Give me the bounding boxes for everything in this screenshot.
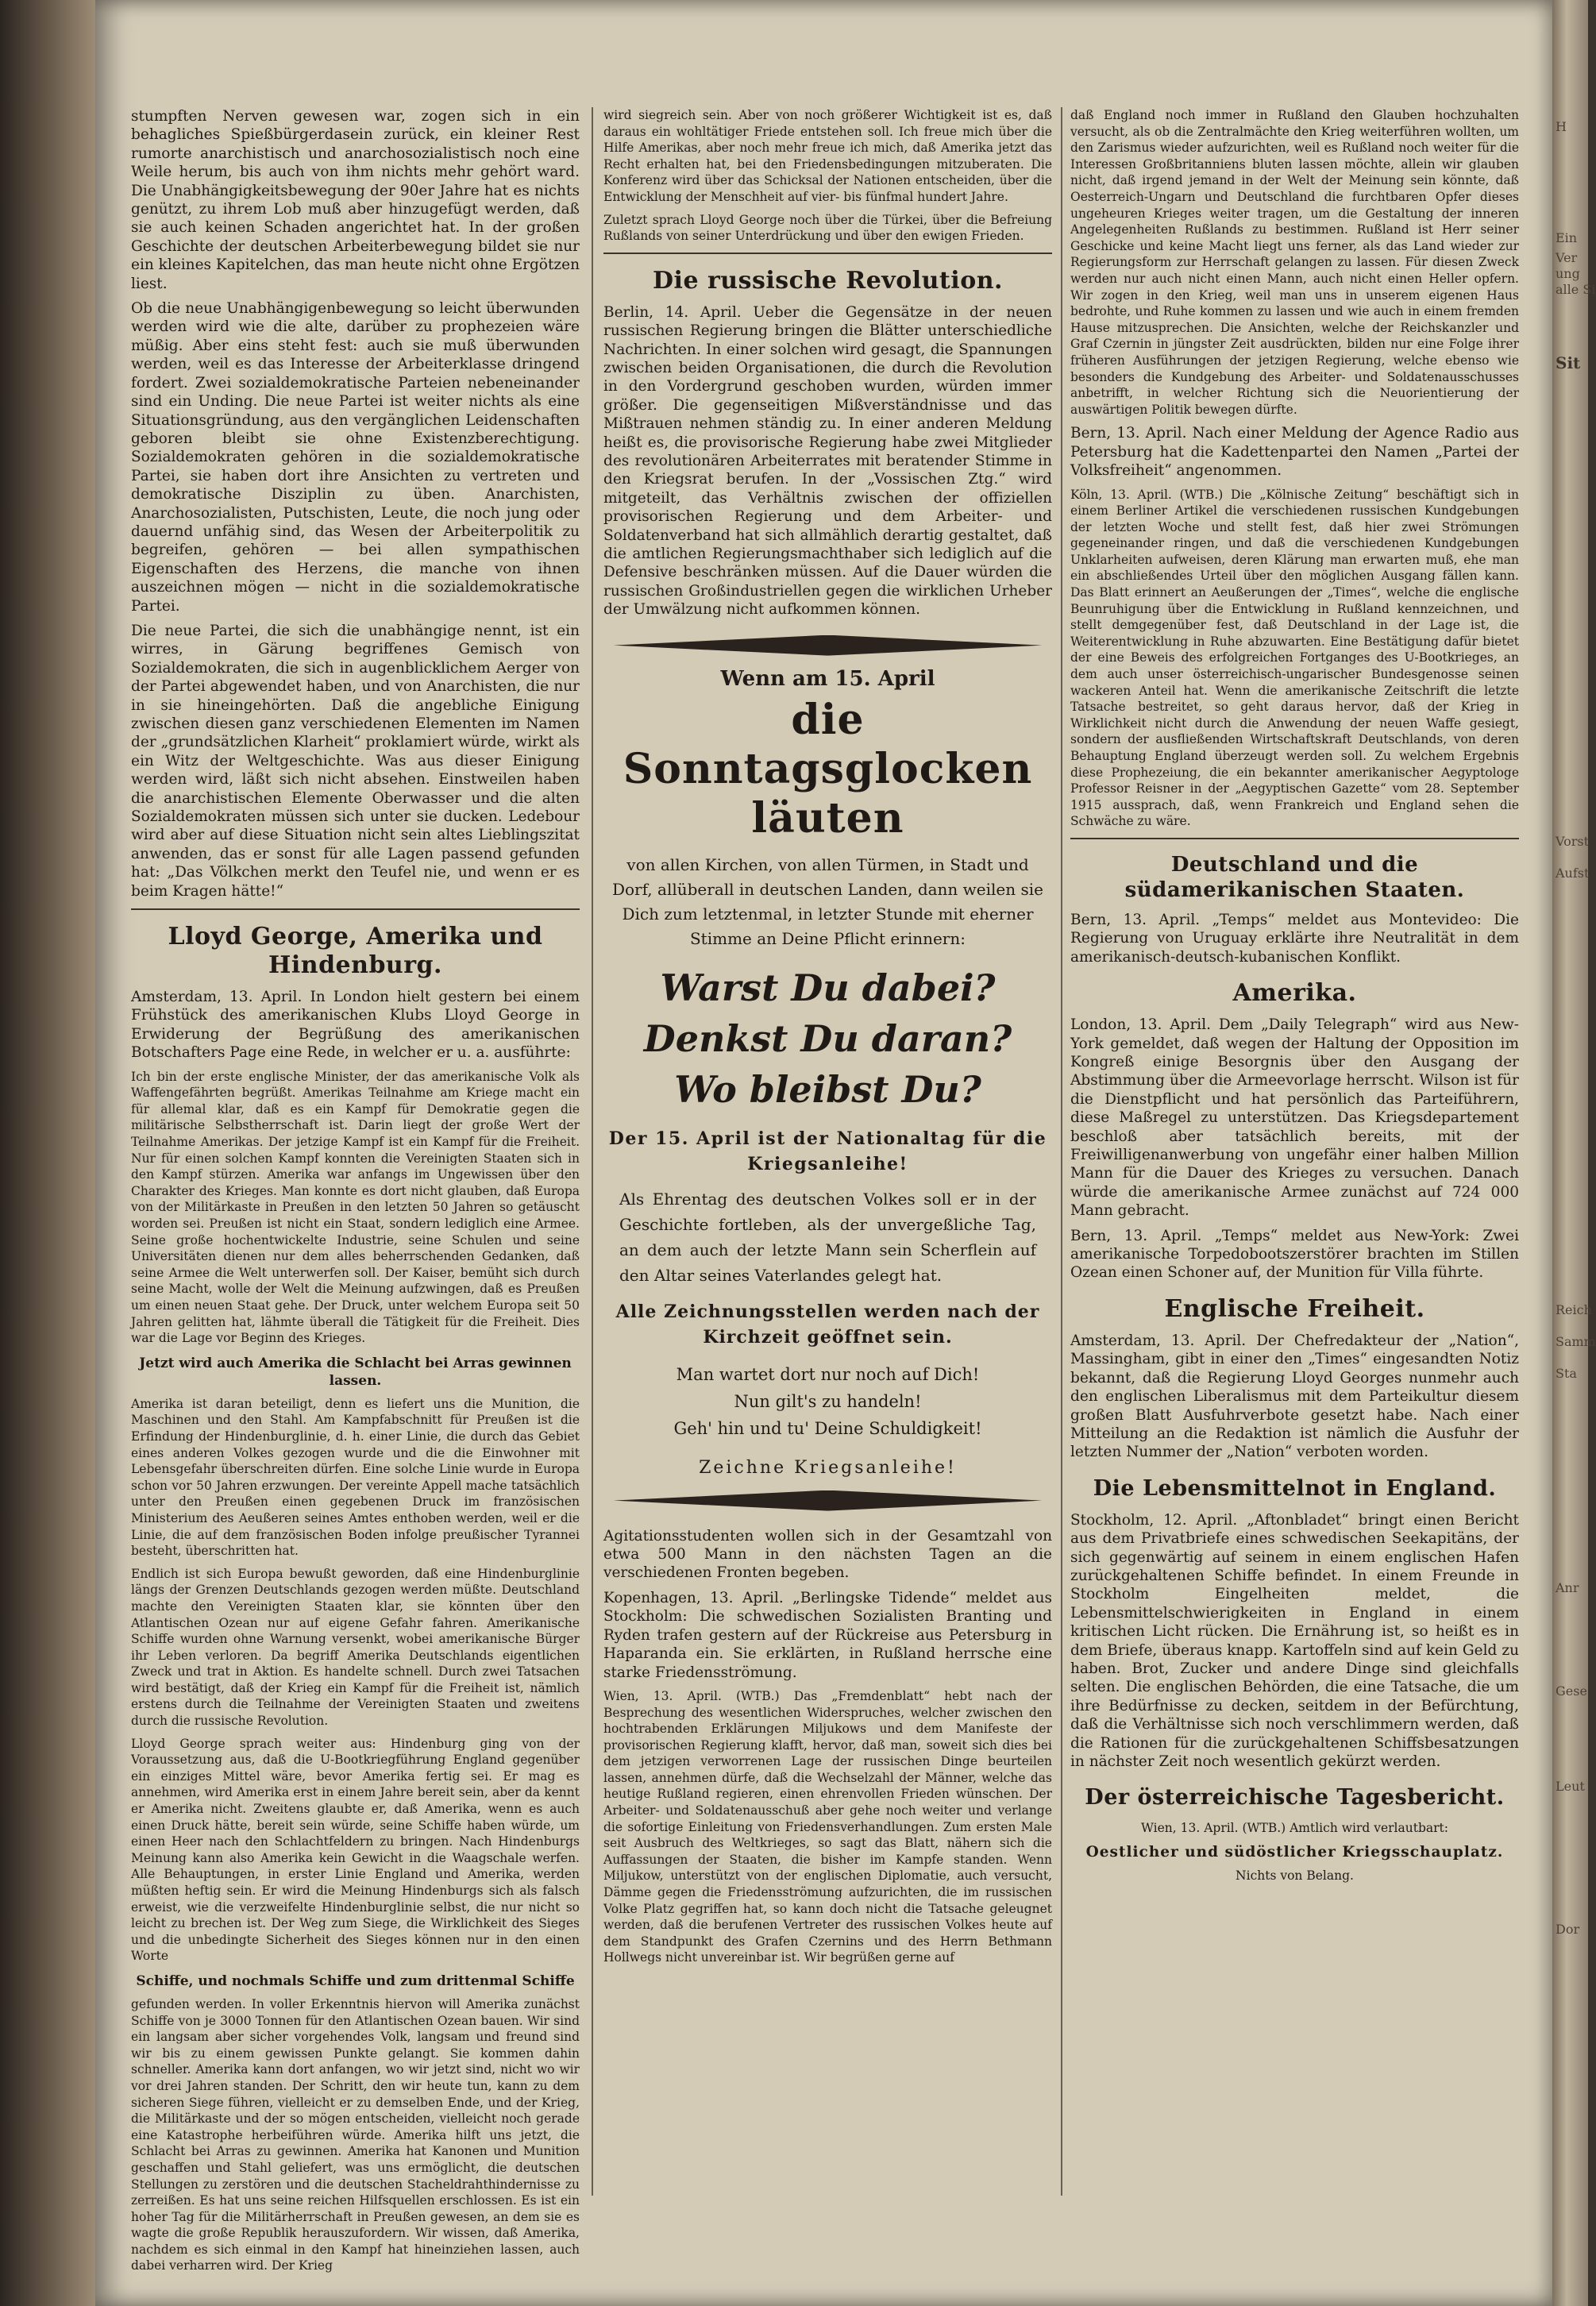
strip-text: Sta [1556,1366,1577,1381]
paragraph: Nichts von Belang. [1236,1868,1354,1884]
strip-text: H [1556,119,1567,134]
paragraph: Agitationsstudenten wollen sich in der Gesamtzahl von etwa 500 Mann in den nächsten Tagen an die verschiedenen Fronten begeben. [603,1527,1052,1582]
paragraph: Ich bin der erste englische Minister, der das amerikanische Volk als Waffengefährten begrüßt. Amerikas Teilnahme am Kriege macht ein für allemal klar, daß es ein Kampf für Demokratie gegen die militärische Selbstherrschaft ist. Darin liegt der große Wert der Teilnahme Amerikas. Der jetzige Kampf ist ein Kampf für die Freiheit. Nur für einen solchen Kampf konnten die Vereinigten Staaten sich in den Kampf stürzen. Amerika war anfangs im Ungewissen über den Charakter des Krieges. Man konnte es dort nicht glauben, daß Europa von der Militärkaste in Preußen in den letzten 50 Jahren so getäuscht worden sei. Preußen ist nicht ein Staat, sondern lediglich eine Armee. Seine große hochentwickelte Industrie, seine Schulen und seine Universitäten dienen nur dem alles beherrschenden Gedanken, daß seine Armee die Welt unterwerfen soll. Der Kaiser, bemüht sich durch seine Macht, wolle der Welt die Meinung aufzwingen, daß es Preußen um einen neuen Staat gehe. Der Druck, unter welchem Europa seit 50 Jahren gelitten hat, lähmte überall die Tätigkeit für die Freiheit. Dies war die Lage vor Beginn des Krieges. [131,1069,580,1346]
page-edge [1552,0,1588,2306]
column-2 [603,107,1052,2204]
ad-call-line: Man wartet dort nur noch auf Dich! [676,1364,980,1384]
ad-national-day: Der 15. April ist der Nationaltag für die Kriegsanleihe! [608,1128,1047,1174]
ad-question: Warst Du dabei? [660,966,996,1009]
paragraph: Bern, 13. April. „Temps“ meldet aus Montevideo: Die Regierung von Uruguay erklärte ihre Neutralität in dem amerikanisch-deutsch-kubanischen Konflikt. [1070,911,1519,966]
headline-amerika: Amerika. [1232,979,1357,1008]
paragraph: Amsterdam, 13. April. In London hielt gestern bei einem Frühstück des amerikanischen Klubs Lloyd George in Erwiderung der Begrüßung des amerikanischen Botschafters Page eine Rede, in welcher er u. a. ausführte: [131,989,580,1062]
strip-text: Ein [1556,230,1578,245]
ornament [614,1490,1043,1511]
divider [1070,838,1519,839]
paragraph: Berlin, 14. April. Ueber die Gegensätze in der neuen russischen Regierung bringen die Blätter unterschiedliche Nachrichten. In einer solchen wird gesagt, die Spannungen zwischen beiden Organisationen, die durch die Revolution in den Vordergrund geschoben wurden, würden immer größer. Die gegenseitigen Mißverständnisse und das Mißtrauen nehmen ständig zu. In einer anderen Meldung heißt es, die provisorische Regierung habe zwei Mitglieder des revolutionären Arbeiterrates mit beratender Stimme in den Kriegsrat berufen. In der „Vossischen Ztg.“ wird mitgeteilt, das Verhältnis zwischen der offiziellen provisorischen Regierung und dem Arbeiter- und Soldatenverband hat sich allmählich derartig gestaltet, daß die amtlichen Regierungsmachthaber sich lediglich auf die Defensive beschränken müssen. Auf die Dauer würden die russischen Großindustriellen gegen die wirklichen Urheber der Umwälzung nicht aufkommen können. [603,303,1052,619]
strip-text: Leut [1556,1779,1585,1794]
divider [131,908,580,910]
ad-head: Wenn am 15. April [720,666,935,691]
strip-text: Gese [1556,1683,1587,1699]
ad-body: von allen Kirchen, von allen Türmen, in Stadt und Dorf, allüberall in deutschen Landen, dann weilen sie Dich zum letztenmal, in letzter Stunde mit eherner Stimme an Deine Pflicht erinnern: [611,854,1043,948]
paragraph: Bern, 13. April. „Temps“ meldet aus New-York: Zwei amerikanische Torpedobootszerstörer brachten im Stillen Ozean einen Schoner auf, der Munition für Villa führte. [1070,1227,1519,1282]
paragraph: daß England noch immer in Rußland den Glauben hochzuhalten versucht, als ob die Zentralmächte den Krieg weiterführen wollten, um den Zarismus wieder aufzurichten, weil es Rußland noch weiter für die Interessen Großbritanniens bluten lassen möchte, allein wir glauben nicht, daß irgend jemand in der Welt der Meinung sein könnte, daß Oesterreich-Ungarn und Deutschland die furchtbaren Opfer dieses ungeheuren Krieges weiter tragen, um die Gestaltung der inneren Angelegenheiten Rußlands zu bestimmen. Rußland ist Herr seiner Geschicke und keine Macht liegt uns ferner, als das Land wieder zur Regierungsform zur Herrschaft gelangen zu lassen. Für diesen Zweck werden nur auch nicht einen Mann, auch nicht einen Heller opfern. Wir zogen in den Krieg, weil man uns in unserem eigenen Haus bedrohte, und Ruhe kommen zu lassen und wie auch in einem fremden Hause mitzusprechen. Die Ansichten, welche der Reichskanzler und Graf Czernin in jüngster Zeit ausdrückten, bilden nur eine Folge ihrer früheren Ausführungen der jetzigen Regierung, welche ebenso wie besonders die Kundgebung des Arbeiter- und Soldatenausschusses anbetrifft, in welcher Richtung sich die Neuorientierung der auswärtigen Politik bewegen dürfte. [1070,108,1519,417]
headline-food-shortage: Die Lebensmittelnot in England. [1093,1475,1497,1501]
paragraph: Die neue Partei, die sich die unabhängige nennt, ist ein wirres, in Gärung begriffenes Gemisch von Sozialdemokraten, die sich in augenblicklichem Aerger von der Partei abgewendet haben, und von Anarchisten, die nur in sie hineingehörten. Daß die angebliche Einigung zwischen diesen ganz verschiedenen Elementen im Namen der „grundsätzlichen Klarheit“ proklamiert würde, wirkt als ein Witz der Weltgeschichte. Was aus dieser Einigung werden wird, läßt sich nicht absehen. Einstweilen haben die anarchistischen Elemente Oberwasser und die alten Sozialdemokraten müssen sich unter sie ducken. Ledebour wird aber auf diese Situation nicht sein altes Lieblingszitat anwenden, das er sonst für alle Lagen passend gefunden hat: „Das Völkchen merkt den Teufel nie, und wenn er es beim Kragen hätte!“ [131,622,580,900]
ad-call-line: Nun gilt's zu handeln! [734,1391,922,1411]
headline-south-america: Deutschland und die südamerikanischen Staaten. [1124,852,1465,902]
paragraph: Amerika ist daran beteiligt, denn es liefert uns die Munition, die Maschinen und den Stahl. Am Kampfabschnitt für Preußen ist die Erfindung der Hindenburglinie, d. h. einer Linie, die durch das Gebiet eines anderen Volkes gezogen wurde und die die Einwohner mit Lebensgefahr überschreiten dürfen. Eine solche Linie wurde in Europa schon vor 50 Jahren erzwungen. Der vereinte Appell mache tatsächlich unter den Preußen einen gegebenen Druck im französischen Ministerium des Aeußeren seines Amtes enthoben werden, weil er die Linie, die auf dem französischen Boden infolge preußischer Tyrannei besteht, überschritten hat. [131,1396,580,1559]
paragraph: Stockholm, 12. April. „Aftonbladet“ bringt einen Bericht aus dem Privatbriefe eines schwedischen Seekapitäns, der sich gegenwärtig auf seinem in einem englischen Hafen zurückgehaltenen Schiffe befindet. In einem Freunde in Stockholm Eingelheiten meldet, die Lebensmittelschwierigkeiten in England in einem kritischen Licht rücken. Die Ernährung ist, so heißt es in dem Briefe, überaus knapp. Kartoffeln sind auf kein Geld zu haben. Brot, Zucker und andere Dinge sind gleichfalls selten. Die englischen Behörden, die eine Tatsache, die um ihre Bedürfnisse zu decken, seitdem in der Befürchtung, daß die Verhältnisse sich noch verschlimmern werden, daß die Rationen für die zurückgehaltenen Schiffsbesatzungen in nächster Zeit noch wesentlich gekürzt werden. [1070,1511,1519,1770]
subheadline: Schiffe, und nochmals Schiffe und zum drittenmal Schiffe [136,1972,575,1989]
paragraph: London, 13. April. Dem „Daily Telegraph“ wird aus New-York gemeldet, daß wegen der Haltung der Opposition im Kongreß einige Besorgnis über den Ausgang der Abstimmung über die Armeevorlage herrscht. Wilson ist für die Dienstpflicht und hat persönlich das Parteiführern, diese Maßregel zu unterstützen. Das Kriegsdepartement beschloß aber tatsächlich bereits, mit der Freiwilligenanwerbung von ungefähr einer halben Million Mann für die Dauer des Krieges zu versuchen. Danach würde die amerikanische Armee zunächst auf 724 000 Mann gebracht. [1070,1016,1519,1220]
paragraph: Kopenhagen, 13. April. „Berlingske Tidende“ meldet aus Stockholm: Die schwedischen Sozialisten Branting und Ryden trafen gestern auf der Rückreise aus Petersburg in Haparanda ein. Sie erklärten, in Rußland herrsche eine starke Friedensströmung. [603,1589,1052,1681]
paragraph: Oestlicher und südöstlicher Kriegsschauplatz. [1085,1844,1504,1861]
subheadline: Jetzt wird auch Amerika die Schlacht bei Arras gewinnen lassen. [139,1355,572,1389]
headline-lloyd-george: Lloyd George, Amerika und Hindenburg. [168,923,543,980]
paragraph: Ob die neue Unabhängigenbewegung so leicht überwunden werden wird wie die alte, darüber zu prophezeien wäre müßig. Aber eins steht fest: auch sie muß überwunden werden, weil es das Interesse der Arbeiterklasse dringend fordert. Zwei sozialdemokratische Parteien nebeneinander sind ein Unding. Die neue Partei ist weiter nichts als eine Situationsgründung, aus den vergänglichen Leidenschaften geboren bleibt sie ohne Existenzberechtigung. Sozialdemokraten gehören in die sozialdemokratische Partei, sie haben dort ihre Ansichten zu vertreten und demokratische Disziplin zu üben. Anarchisten, Anarchosozialisten, Putschisten, Leute, die noch jung oder dauernd unfähig sind, das Wesen der Arbeiterpolitik zu begreifen, gehören — bei allen sympathischen Eigenschaften des Herzens, die manche von ihnen auszeichnen mögen — nicht in die sozialdemokratische Partei. [131,300,580,615]
strip-text: Dor [1556,1922,1580,1937]
ad-title-line: die Sonntagsglocken [623,695,1033,793]
paragraph: Wien, 13. April. (WTB.) Das „Fremdenblatt“ hebt nach der Besprechung des wesentlichen Widerspruches, welcher zwischen den hochtrabenden Erklärungen Miljukows und dem Manifeste der provisorischen Regierung klafft, hervor, daß man, soweit sich dies bei dem jetzigen verworrenen Lage der russischen Dinge beurteilen lassen, annehmen dürfe, daß die Wechselzahl der Männer, welche das heutige Rußland regieren, einen ehrenvollen Frieden wünschen. Der Arbeiter- und Soldatenausschuß aber gehe noch weiter und verlange die sofortige Einleitung von Friedensverhandlungen. Zum ersten Male seit Ausbruch des Weltkrieges, so sagt das Blatt, nähern sich die Auffassungen der Staaten, die bisher im Kampfe standen. Wenn Miljukow, unterstützt von der englischen Diplomatie, auch versucht, Dämme gegen die Friedensströmung aufzurichten, die im russischen Volke Platz gegriffen hat, so kann doch nicht die Tatsache geleugnet werden, daß die berufenen Vertreter des russischen Volkes heute auf dem Standpunkt des Grafen Czernins und des Herrn Bethmann Hollwegs nicht unvereinbar ist. Wir begrüßen gerne auf [603,1688,1052,1965]
strip-text: Ver [1556,250,1578,265]
strip-text: Samm [1556,1334,1596,1349]
column-rule [592,107,593,2196]
strip-text: Reich [1556,1302,1592,1317]
ad-question: Wo bleibst Du? [674,1067,981,1111]
strip-text: Anr [1556,1580,1579,1595]
strip-text: Sit [1556,353,1581,372]
paragraph: Wien, 13. April. (WTB.) Amtlich wird verlautbart: [1141,1821,1448,1836]
binding-gutter [0,0,95,2306]
headline-english-freedom: Englische Freiheit. [1164,1294,1425,1323]
paragraph: Amsterdam, 13. April. Der Chefredakteur der „Nation“, Massingham, gibt in einer den „Times“ eingesandten Notiz bekannt, daß die Regierung Lloyd Georges nunmehr auch den englischen Liberalismus mit dem Parteikultur diesem großen Blatt Ausfuhrverbote gesetzt habe. Nach einer Mitteilung an die Redaktion ist nämlich die Ausfuhr der letzten Nummer der „Nation“ verboten worden. [1070,1332,1519,1461]
ad-call-line: Geh' hin und tu' Deine Schuldigkeit! [673,1418,982,1438]
paragraph: Endlich ist sich Europa bewußt geworden, daß eine Hindenburglinie längs der Grenzen Deutschlands gezogen werden müßte. Deutschland machte den Vereinigten Staaten klar, sie könnten über den Atlantischen Ozean nur auf eigene Gefahr fahren. Amerikanische Schiffe wurden ohne Warnung versenkt, wobei amerikanische Bürger ihr Leben verloren. Da begriff Amerika Deutschlands eigentlichen Zweck und trat in Aktion. Es handelte schnell. Durch zwei Tatsachen wird bestätigt, daß der Krieg ein Kampf für die Freiheit ist, nämlich erstens durch die Teilnahme der Vereinigten Staaten und zweitens durch die russische Revolution. [131,1566,580,1729]
paragraph: Bern, 13. April. Nach einer Meldung der Agence Radio aus Petersburg hat die Kadettenpartei den Namen „Partei der Volksfreiheit“ angenommen. [1070,425,1519,480]
war-loan-advertisement [603,635,1052,1511]
paragraph: Zuletzt sprach Lloyd George noch über die Türkei, über die Befreiung Rußlands von seiner Unterdrückung und über den ewigen Frieden. [603,212,1052,244]
paragraph: wird siegreich sein. Aber von noch größerer Wichtigkeit ist es, daß daraus ein wohltätiger Friede entstehen soll. Ich freue mich über die Hilfe Amerikas, aber noch mehr freue ich mich, daß Amerika jetzt das Recht erhalten hat, bei den Friedensbedingungen mitzuberaten. Die Konferenz wird über das Schicksal der Nationen entscheiden, über die Entwicklung der Menschheit auf vier- bis fünfmal hundert Jahre. [603,108,1052,204]
paragraph: stumpften Nerven gewesen war, zogen sich in ein behagliches Spießbürgerdasein zurück, ein kleiner Rest rumorte anarchistisch und anarchosozialistisch noch eine Weile herum, bis auch von ihm nichts mehr gehört ward. Die Unabhängigkeitsbewegung der 90er Jahre hat es nichts genützt, zu ihrem Lob muß aber hinzugefügt werden, daß sie auch keinen Schaden angerichtet hat. In der großen Geschichte der deutschen Arbeiterbewegung bildet sie nur ein kleines Kapitelchen, das man heute nicht ohne Ergötzen liest. [131,108,580,292]
column-rule [1061,107,1062,2196]
ornament [614,635,1043,656]
divider [603,253,1052,254]
ad-offices-open: Alle Zeichnungsstellen werden nach der Kirchzeit geöffnet sein. [615,1301,1040,1348]
paragraph: gefunden werden. In voller Erkenntnis hiervon will Amerika zunächst Schiffe von je 3000 Tonnen für den Atlantischen Ozean bauen. Wir sind ein langsam aber sicher vorgehendes Volk, langsam und freund sind wir bis zu einem gewissen Punkte gelangt. Sie kommen dahin schneller. Amerika kann dort anfangen, wo wir jetzt sind, nicht wo wir vor drei Jahren standen. Der Schritt, den wir heute tun, kann zu dem sicheren Siege führen, vielleicht er zu demselben Ende, und der Krieg, die Militärkaste und der so mögen entscheiden, vielleicht noch gerade eine Katastrophe herbeiführen würde. Amerika hilft uns jetzt, die Schlacht bei Arras zu gewinnen. Amerika hat Kanonen und Munition geschaffen und Stahl geliefert, was uns ermöglicht, die deutschen Stellungen zu zerstören und die deutschen Stacheldrahthindernisse zu zerreißen. Es hat uns seine reichen Hilfsquellen erschlossen. Es ist ein hoher Tag für die Militärherrschaft in Preußen gewesen, an dem sie es wagte die große Republik herauszufordern. Wir wissen, daß Amerika, nachdem es sich einmal in den Kampf hat hineinziehen lassen, auch dabei verharren wird. Der Krieg [131,1996,580,2273]
ad-questions [603,962,1052,1115]
ad-title-line: läuten [751,793,904,843]
headline-russian-revolution: Die russische Revolution. [653,266,1003,295]
ad-slogan: Zeichne Kriegsanleihe! [699,1457,957,1478]
paragraph: Köln, 13. April. (WTB.) Die „Kölnische Zeitung“ beschäftigt sich in einem Berliner Artikel die verschiedenen russischen Kundgebungen der letzten Woche und stellt fest, daß hier zwei Strömungen gegeneinander ringen, und daß die verschiedenen Kundgebungen Unklarheiten aufweisen, deren Klärung man erwarten muß, ehe man ein abschließendes Urteil über den möglichen Ausgang fällen kann. Das Blatt erinnert an Aeußerungen der „Times“, welche die englische Beunruhigung über die Entwicklung in Rußland kennzeichnen, und stellt demgegenüber fest, daß Deutschland in der Lage ist, die Weiterentwicklung in Ruhe abzuwarten. Eine Bestätigung dafür bietet der eine Beweis des erfolgreichen Fortganges des U-Bootkrieges, an dem auch unser österreichisch-ungarischer Bundesgenosse seinen wackeren Anteil hat. Wenn die amerikanische Zeitschrift die letzte Tatsache bestreitet, so geht daraus hervor, daß der Krieg in Wirklichkeit nicht durch die Anwendung der neuen Waffe gesiegt, sondern der ausfließenden Wirtschaftskraft Deutschlands, von deren Behauptung England überzeugt werden soll. Zu welchem Ergebnis diese Prophezeiung, die ein bekannter amerikanischer Aegyptologe Professor Reisner in der „Aegyptischen Gazette“ vom 28. September 1915 aussprach, daß, wenn Frankreich und England sehen die Schwäche zu wäre. [1070,487,1519,829]
column-1 [131,107,580,2273]
strip-text: ung [1556,266,1580,281]
ad-call [603,1361,1052,1442]
column-3 [1070,107,1519,2204]
strip-text: alle Si [1556,282,1596,297]
strip-text: Aufst [1556,866,1590,881]
adjacent-page-strip [1552,0,1596,2306]
paragraph: Lloyd George sprach weiter aus: Hindenburg ging von der Voraussetzung aus, daß die U-Bootkriegführung England gegenüber ein einziges Mittel wäre, bevor Amerika fertig sei. Er mag es annehmen, wird Amerika erst in einem Jahre bereit sein, aber da kennt er Amerika nicht. Zweitens glaubte er, daß Amerika, wenn es auch einen Druck hätte, bereit sein würde, seine Schiffe haben würde, um einen Heer nach den Schlachtfeldern zu bringen. Nach Hindenburgs Meinung kann also Amerika kein Gewicht in die Waagschale werfen. Alle Behauptungen, in erster Linie England und Amerika, werden müßten heftig sein. Er wird die Meinung Hindenburgs sich als falsch erweist, wie die verzweifelte Hindenburglinie selbst, die nur nicht so leicht zu brechen ist. Der Weg zum Siege, die Wirklichkeit des Sieges und die unbedingte Sicherheit des Sieges können nur in den einen Worte [131,1736,580,1964]
ad-question: Denkst Du daran? [643,1016,1012,1060]
strip-text: Vorst [1556,834,1590,849]
ad-title [603,696,1052,843]
headline-austrian-report: Der österreichische Tagesbericht. [1085,1785,1505,1810]
ad-honour-day: Als Ehrentag des deutschen Volkes soll er in der Geschichte fortleben, als der unvergeßliche Tag, an dem auch der letzte Mann sein Scherflein auf den Altar seines Vaterlandes gelegt hat. [619,1189,1036,1285]
